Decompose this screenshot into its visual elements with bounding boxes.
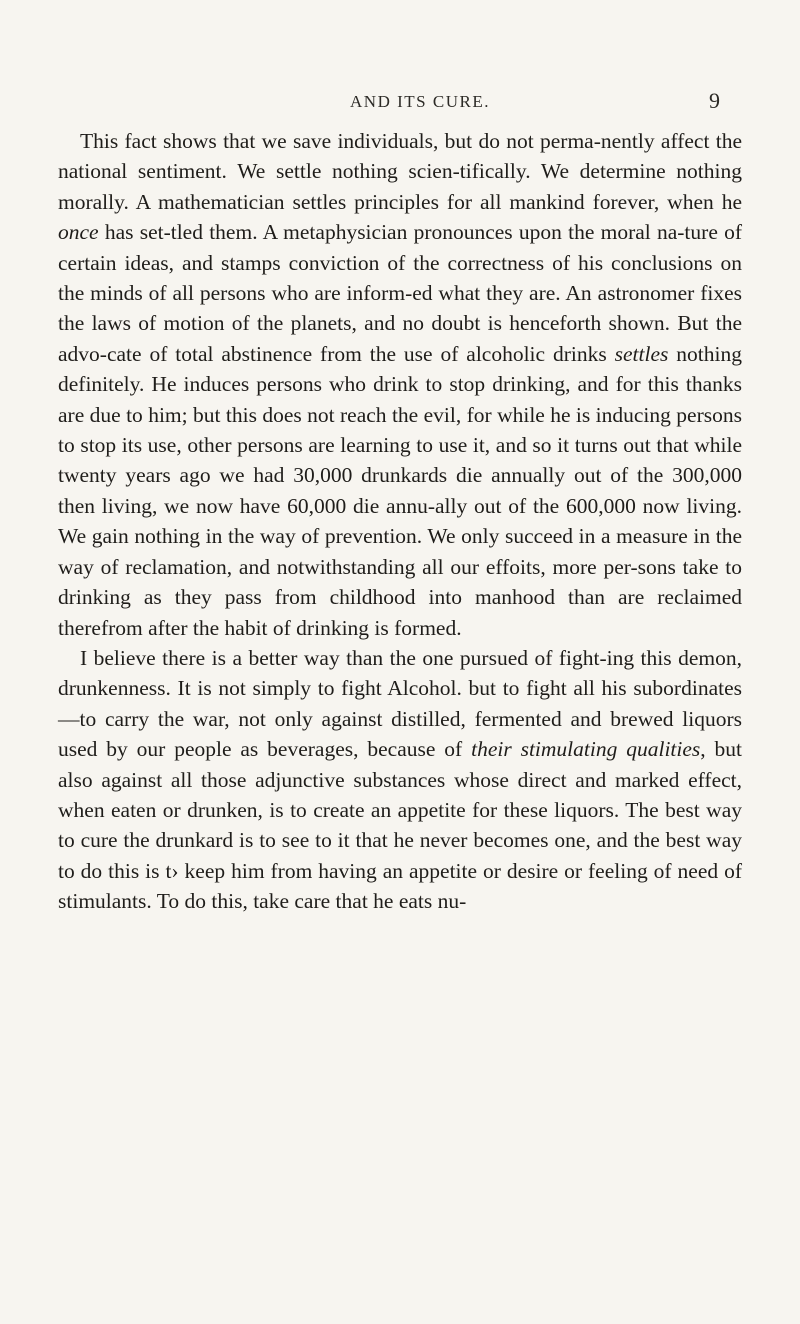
running-head: AND ITS CURE.	[350, 92, 490, 111]
paragraph-2-text-a: I believe there is a better way than the one pursued of fight-ing this demon, drunkenness. It is not simply to fight Alcohol. but to fight all his subordinates—to carry the war, not only against distilled, fermented and brewed liquors used by our people as beverages, because of	[58, 645, 742, 762]
emphasis-once: once	[58, 220, 99, 245]
paragraph-2-text-b: , but also against all those adjunctive substances whose direct and marked effect, when eaten or drunken, is to create an appetite for these liquors. The best way to cure the drunkard is to see to it that he never becomes one, and the best way to do this is t› keep him from having an appetite or desire or feeling of need of stimulants. To do this, take care that he eats nu-	[58, 737, 743, 914]
emphasis-settles: settles	[614, 341, 669, 366]
page-number: 9	[709, 88, 720, 113]
emphasis-stimulating-qualities: their stimulating qualities	[471, 737, 701, 762]
paragraph-2	[58, 643, 742, 917]
page-header	[120, 88, 720, 116]
body-text	[58, 126, 742, 917]
paragraph-1	[58, 126, 742, 643]
paragraph-1-text-a: This fact shows that we save individuals, but do not perma-nently affect the national sentiment. We settle nothing scien-tifically. We determine nothing morally. A mathematician settles principles for all mankind forever, when he	[58, 129, 742, 214]
paragraph-1-text-b: has set-tled them. A metaphysician pronounces upon the moral na-ture of certain ideas, and stamps conviction of the correctness of his conclusions on the minds of all persons who are inform-ed what they are. An astronomer fixes the laws of motion of the planets, and no doubt is henceforth shown. But the advo-cate of total abstinence from the use of alcoholic drinks	[58, 220, 742, 366]
paragraph-1-text-c: nothing definitely. He induces persons who drink to stop drinking, and for this thanks are due to him; but this does not reach the evil, for while he is inducing persons to stop its use, other persons are learning to use it, and so it turns out that while twenty years ago we had 30,000 drunkards die annually out of the 300,000 then living, we now have 60,000 die annu-ally out of the 600,000 now living. We gain nothing in the way of prevention. We only succeed in a measure in the way of reclamation, and notwithstanding all our effoits, more per-sons take to drinking as they pass from childhood into manhood than are reclaimed therefrom after the habit of drinking is formed.	[58, 341, 742, 640]
